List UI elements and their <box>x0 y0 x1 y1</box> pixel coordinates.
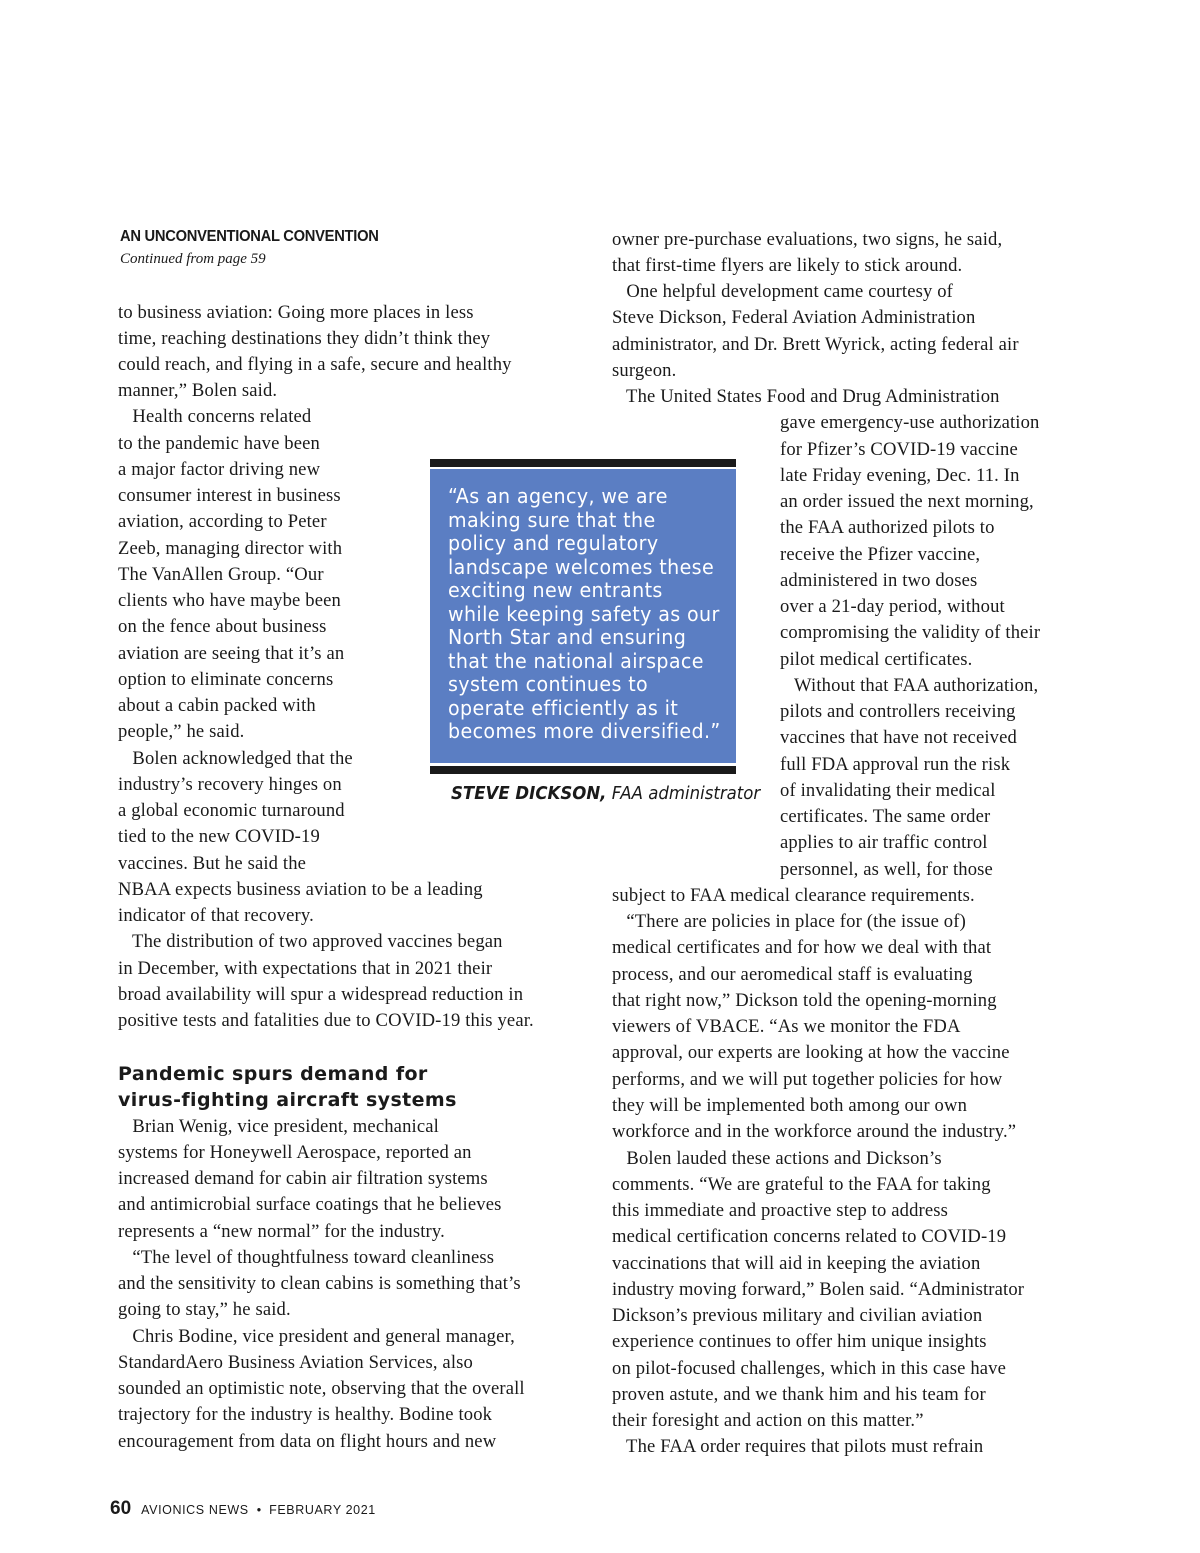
body-line: experience continues to offer him unique insights <box>612 1331 987 1352</box>
body-line: Steve Dickson, Federal Aviation Administration <box>612 307 976 328</box>
body-line: that first-time flyers are likely to stick around. <box>612 255 963 276</box>
body-line: time, reaching destinations they didn’t think they <box>118 328 491 349</box>
body-line: Health concerns related <box>118 406 312 427</box>
body-line: going to stay,” he said. <box>118 1299 291 1320</box>
body-line: industry’s recovery hinges on <box>118 774 342 795</box>
body-line: process, and our aeromedical staff is evaluating <box>612 964 973 985</box>
body-line: administered in two doses <box>780 570 978 591</box>
body-line: people,” he said. <box>118 721 245 742</box>
body-line: increased demand for cabin air filtration systems <box>118 1168 488 1189</box>
body-line: Zeeb, managing director with <box>118 538 343 559</box>
pullquote-line: that the national airspace <box>448 649 704 673</box>
body-line: could reach, and flying in a safe, secure and healthy <box>118 354 512 375</box>
body-line: consumer interest in business <box>118 485 341 506</box>
pullquote-line: North Star and ensuring <box>448 625 687 649</box>
body-line: “There are policies in place for (the issue of) <box>612 911 966 932</box>
body-line: applies to air traffic control <box>780 832 988 853</box>
body-line: broad availability will spur a widespread reduction in <box>118 984 524 1005</box>
pullquote-attribution <box>451 783 760 804</box>
body-line: sounded an optimistic note, observing that the overall <box>118 1378 525 1399</box>
body-line: industry moving forward,” Bolen said. “Administrator <box>612 1279 1025 1300</box>
pullquote-line: policy and regulatory <box>448 531 659 555</box>
page-number: 60 <box>110 1498 132 1519</box>
body-line: they will be implemented both among our own <box>612 1095 968 1116</box>
pullquote-rule-bottom <box>430 766 736 774</box>
body-line: Bolen acknowledged that the <box>118 748 353 769</box>
body-line: Chris Bodine, vice president and general manager, <box>118 1326 515 1347</box>
pullquote-line: operate efficiently as it <box>448 696 679 720</box>
body-line: certificates. The same order <box>780 806 991 827</box>
body-line: administrator, and Dr. Brett Wyrick, acting federal air <box>612 334 1019 355</box>
pullquote-line: while keeping safety as our <box>448 602 720 626</box>
pullquote-line: exciting new entrants <box>448 578 663 602</box>
body-line: Bolen lauded these actions and Dickson’s <box>612 1148 942 1169</box>
body-line: “The level of thoughtfulness toward cleanliness <box>118 1247 495 1268</box>
body-line: in December, with expectations that in 2021 their <box>118 958 493 979</box>
body-line: late Friday evening, Dec. 11. In <box>780 465 1020 486</box>
body-line: a global economic turnaround <box>118 800 345 821</box>
body-line: The United States Food and Drug Administration <box>612 386 1000 407</box>
body-line: indicator of that recovery. <box>118 905 314 926</box>
continued-note: Continued from page 59 <box>120 251 266 267</box>
body-line: StandardAero Business Aviation Services, also <box>118 1352 473 1373</box>
body-line: gave emergency-use authorization <box>780 412 1040 433</box>
body-line: proven astute, and we thank him and his team for <box>612 1384 986 1405</box>
pullquote-line: becomes more diversified.” <box>448 719 721 743</box>
body-line: vaccinations that will aid in keeping the aviation <box>612 1253 981 1274</box>
body-line: and antimicrobial surface coatings that he believes <box>118 1194 502 1215</box>
body-line: the FAA authorized pilots to <box>780 517 995 538</box>
body-line: comments. “We are grateful to the FAA for taking <box>612 1174 991 1195</box>
body-line: aviation are seeing that it’s an <box>118 643 345 664</box>
pullquote-line: system continues to <box>448 672 649 696</box>
subheading: Pandemic spurs demand for <box>118 1063 428 1085</box>
body-line: encouragement from data on flight hours and new <box>118 1431 497 1452</box>
body-line: their foresight and action on this matter.” <box>612 1410 924 1431</box>
body-line: surgeon. <box>612 360 677 381</box>
body-line: pilots and controllers receiving <box>780 701 1016 722</box>
body-line: tied to the new COVID-19 <box>118 826 320 847</box>
pullquote-line: “As an agency, we are <box>448 484 668 508</box>
section-kicker: AN UNCONVENTIONAL CONVENTION <box>120 228 379 245</box>
body-line: manner,” Bolen said. <box>118 380 278 401</box>
pullquote-line: making sure that the <box>448 508 656 532</box>
body-line: vaccines that have not received <box>780 727 1017 748</box>
body-line: One helpful development came courtesy of <box>612 281 954 302</box>
body-line: vaccines. But he said the <box>118 853 307 874</box>
body-line: Dickson’s previous military and civilian aviation <box>612 1305 983 1326</box>
body-line: clients who have maybe been <box>118 590 341 611</box>
body-line: receive the Pfizer vaccine, <box>780 544 981 565</box>
body-line: The FAA order requires that pilots must refrain <box>612 1436 984 1457</box>
body-line: to the pandemic have been <box>118 433 320 454</box>
attribution-name: STEVE DICKSON, <box>451 783 607 804</box>
body-line: that right now,” Dickson told the opening-morning <box>612 990 997 1011</box>
body-line: pilot medical certificates. <box>780 649 973 670</box>
pullquote-line: landscape welcomes these <box>448 555 715 579</box>
body-line: aviation, according to Peter <box>118 511 327 532</box>
body-line: represents a “new normal” for the industry. <box>118 1221 445 1242</box>
pullquote-rule-top <box>430 459 736 467</box>
body-line: an order issued the next morning, <box>780 491 1034 512</box>
issue-date: FEBRUARY 2021 <box>269 1503 376 1517</box>
publication-name: AVIONICS NEWS <box>141 1503 249 1517</box>
body-line: positive tests and fatalities due to COVID-19 this year. <box>118 1010 534 1031</box>
body-line: Brian Wenig, vice president, mechanical <box>118 1116 439 1137</box>
body-line: this immediate and proactive step to address <box>612 1200 949 1221</box>
body-line: owner pre-purchase evaluations, two signs, he said, <box>612 229 1003 250</box>
body-line: approval, our experts are looking at how the vaccine <box>612 1042 1010 1063</box>
body-line: medical certificates and for how we deal with that <box>612 937 992 958</box>
body-line: option to eliminate concerns <box>118 669 334 690</box>
footer-bullet: • <box>256 1503 262 1517</box>
body-line: a major factor driving new <box>118 459 321 480</box>
body-line: workforce and in the workforce around the industry.” <box>612 1121 1017 1142</box>
body-line: viewers of VBACE. “As we monitor the FDA <box>612 1016 961 1037</box>
body-line: on the fence about business <box>118 616 327 637</box>
body-line: Without that FAA authorization, <box>780 675 1039 696</box>
attribution-title: FAA administrator <box>606 783 761 804</box>
body-line: The distribution of two approved vaccines began <box>118 931 503 952</box>
body-line: over a 21-day period, without <box>780 596 1005 617</box>
body-line: performs, and we will put together policies for how <box>612 1069 1003 1090</box>
body-line: for Pfizer’s COVID-19 vaccine <box>780 439 1018 460</box>
body-line: The VanAllen Group. “Our <box>118 564 324 585</box>
page-footer <box>110 1498 376 1520</box>
body-line: on pilot-focused challenges, which in this case have <box>612 1358 1007 1379</box>
body-line: compromising the validity of their <box>780 622 1041 643</box>
subheading: virus-fighting aircraft systems <box>118 1089 457 1111</box>
body-line: personnel, as well, for those <box>780 859 993 880</box>
body-line: systems for Honeywell Aerospace, reported an <box>118 1142 472 1163</box>
body-line: full FDA approval run the risk <box>780 754 1011 775</box>
body-line: of invalidating their medical <box>780 780 996 801</box>
body-line: medical certification concerns related to COVID-19 <box>612 1226 1007 1247</box>
body-line: to business aviation: Going more places in less <box>118 302 474 323</box>
body-line: subject to FAA medical clearance requirements. <box>612 885 975 906</box>
body-line: trajectory for the industry is healthy. Bodine took <box>118 1404 493 1425</box>
body-line: and the sensitivity to clean cabins is something that’s <box>118 1273 521 1294</box>
body-line: about a cabin packed with <box>118 695 316 716</box>
body-line: NBAA expects business aviation to be a leading <box>118 879 483 900</box>
